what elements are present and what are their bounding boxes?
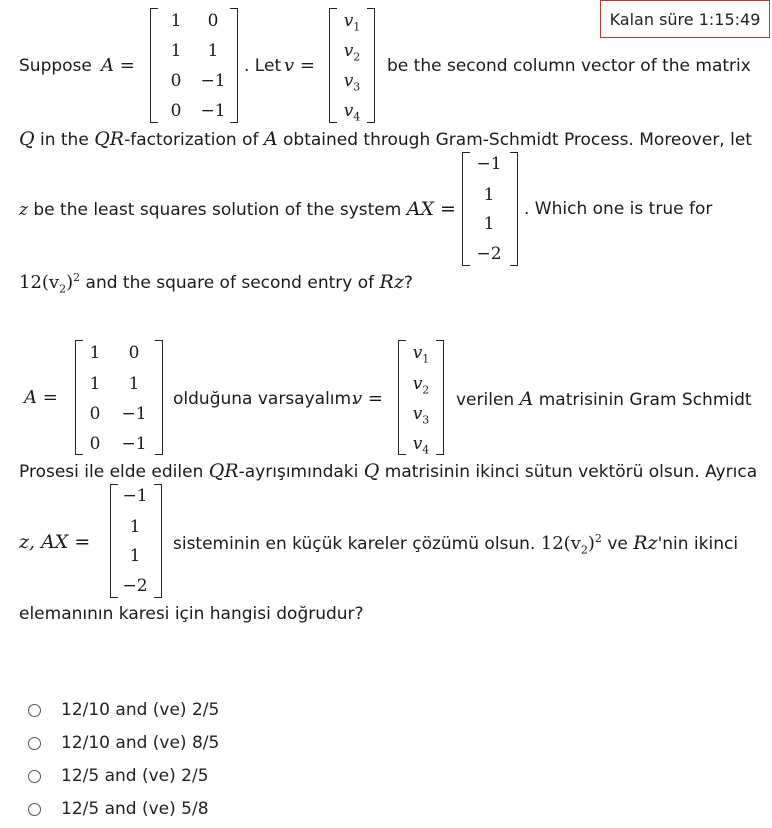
vector-entry: −2 [122,576,148,596]
timer-value: 1:15:49 [698,9,761,29]
text: Prosesi ile elde edilen [19,462,204,482]
time-remaining-box [600,0,770,38]
vector-entry: −1 [476,154,502,174]
text: -factorization of [124,130,259,150]
text: and the square of second entry of [85,273,375,293]
matrix-cell: −1 [200,71,226,91]
vector-entry: $v_4$ [412,434,430,457]
vector-entry: $v_1$ [343,11,361,34]
answer-option-3[interactable] [28,765,209,787]
which-text: . Which one is true for [524,199,713,219]
answer-option-1[interactable] [28,699,219,721]
a-symbol: A [263,128,278,150]
vector-entry: $v_3$ [343,71,361,94]
vector-entry: 1 [129,546,141,566]
vector-b-turkish [110,484,162,598]
vector-b-english [462,152,518,266]
paren: ) [587,533,595,554]
matrix-cell: 0 [170,71,182,91]
twelve-v: 12(v [19,272,60,293]
matrix-cell: 1 [128,374,140,394]
vector-entry: $v_1$ [412,343,430,366]
option-label: 12/10 and (ve) 2/5 [61,700,220,720]
matrix-cell: 1 [170,11,182,31]
matrix-cell: 1 [89,343,101,363]
elemaninin-text: elemanının karesi için hangisi doğrudur? [19,604,364,624]
vector-entry: $v_2$ [412,374,430,397]
matrix-cell: 0 [170,101,182,121]
z-ax-equals: z, AX = [19,531,91,553]
matrix-cell: −1 [121,434,147,454]
verilen-line [456,390,752,409]
question-line-4 [19,272,413,295]
matrix-cell: 1 [89,374,101,394]
qr-symbol: QR [94,128,125,150]
matrix-cell: 0 [89,404,101,424]
timer-label: Kalan süre [609,9,694,29]
superscript: 2 [594,532,602,545]
text: -ayrışımındaki [238,462,359,482]
matrix-cell: 0 [128,343,140,363]
radio-button[interactable] [28,704,41,717]
answer-option-4[interactable] [28,798,209,820]
vector-v-english [329,8,375,123]
matrix-a-english [150,8,238,123]
option-label: 12/10 and (ve) 8/5 [61,733,220,753]
option-label: 12/5 and (ve) 5/8 [61,799,209,819]
olduguna-text: olduğuna varsayalım. [173,389,357,409]
superscript: 2 [73,271,81,284]
suppose-text: Suppose [19,56,92,76]
q-symbol: Q [19,128,35,150]
vector-entry: $v_3$ [412,404,430,427]
sisteminin-line [173,533,738,556]
matrix-cell: 1 [207,41,219,61]
qr-symbol: QR [208,460,239,482]
matrix-cell: −1 [200,101,226,121]
option-label: 12/5 and (ve) 2/5 [61,766,209,786]
text: be the least squares solution of the system [33,200,402,220]
text: ve [607,534,628,554]
vector-entry: $v_4$ [343,101,361,124]
vector-entry: −1 [122,486,148,506]
text: matrisinin ikinci sütun vektörü olsun. Ayrıca [384,462,758,482]
matrix-a-turkish [75,340,163,455]
answer-option-2[interactable] [28,732,219,754]
vector-entry: $v_2$ [343,41,361,64]
question-line-2 [19,130,752,149]
vector-entry: 1 [483,185,495,205]
text: 'nin ikinci [657,534,739,554]
matrix-cell: 0 [89,434,101,454]
vector-entry: 1 [129,517,141,537]
a-equals: A = [101,55,135,76]
z-symbol: z [19,200,28,220]
v-equals: v = [284,55,315,76]
vector-entry: −2 [476,244,502,264]
question-line-3 [19,200,456,219]
let-text: . Let [244,56,282,76]
ax-equals: AX = [406,198,456,220]
matrix-cell: 1 [170,41,182,61]
text: in the [39,130,89,150]
radio-button[interactable] [28,803,41,816]
text: ? [403,273,413,293]
radio-button[interactable] [28,770,41,783]
text: sisteminin en küçük kareler çözümü olsun. [173,534,536,554]
prosesi-line [19,462,757,481]
matrix-cell: 0 [207,11,219,31]
v-equals-tr: v = [352,388,383,409]
text: verilen [456,390,515,410]
subscript: 2 [580,543,588,557]
a-equals-tr: A = [24,387,58,408]
matrix-cell: −1 [121,404,147,424]
a-symbol: A [519,388,534,410]
text: obtained through Gram-Schmidt Process. Moreover, let [283,130,752,150]
q-symbol: Q [363,460,380,482]
text: matrisinin Gram Schmidt [538,390,752,410]
vector-v-turkish [398,340,444,455]
subscript: 2 [59,282,67,296]
rz-symbol: Rz [379,271,404,293]
rz-symbol: Rz [633,532,658,554]
radio-button[interactable] [28,737,41,750]
paren: ) [66,272,74,293]
vector-entry: 1 [483,214,495,234]
second-column-text: be the second column vector of the matrix [387,56,751,76]
twelve-v: 12(v [540,533,581,554]
